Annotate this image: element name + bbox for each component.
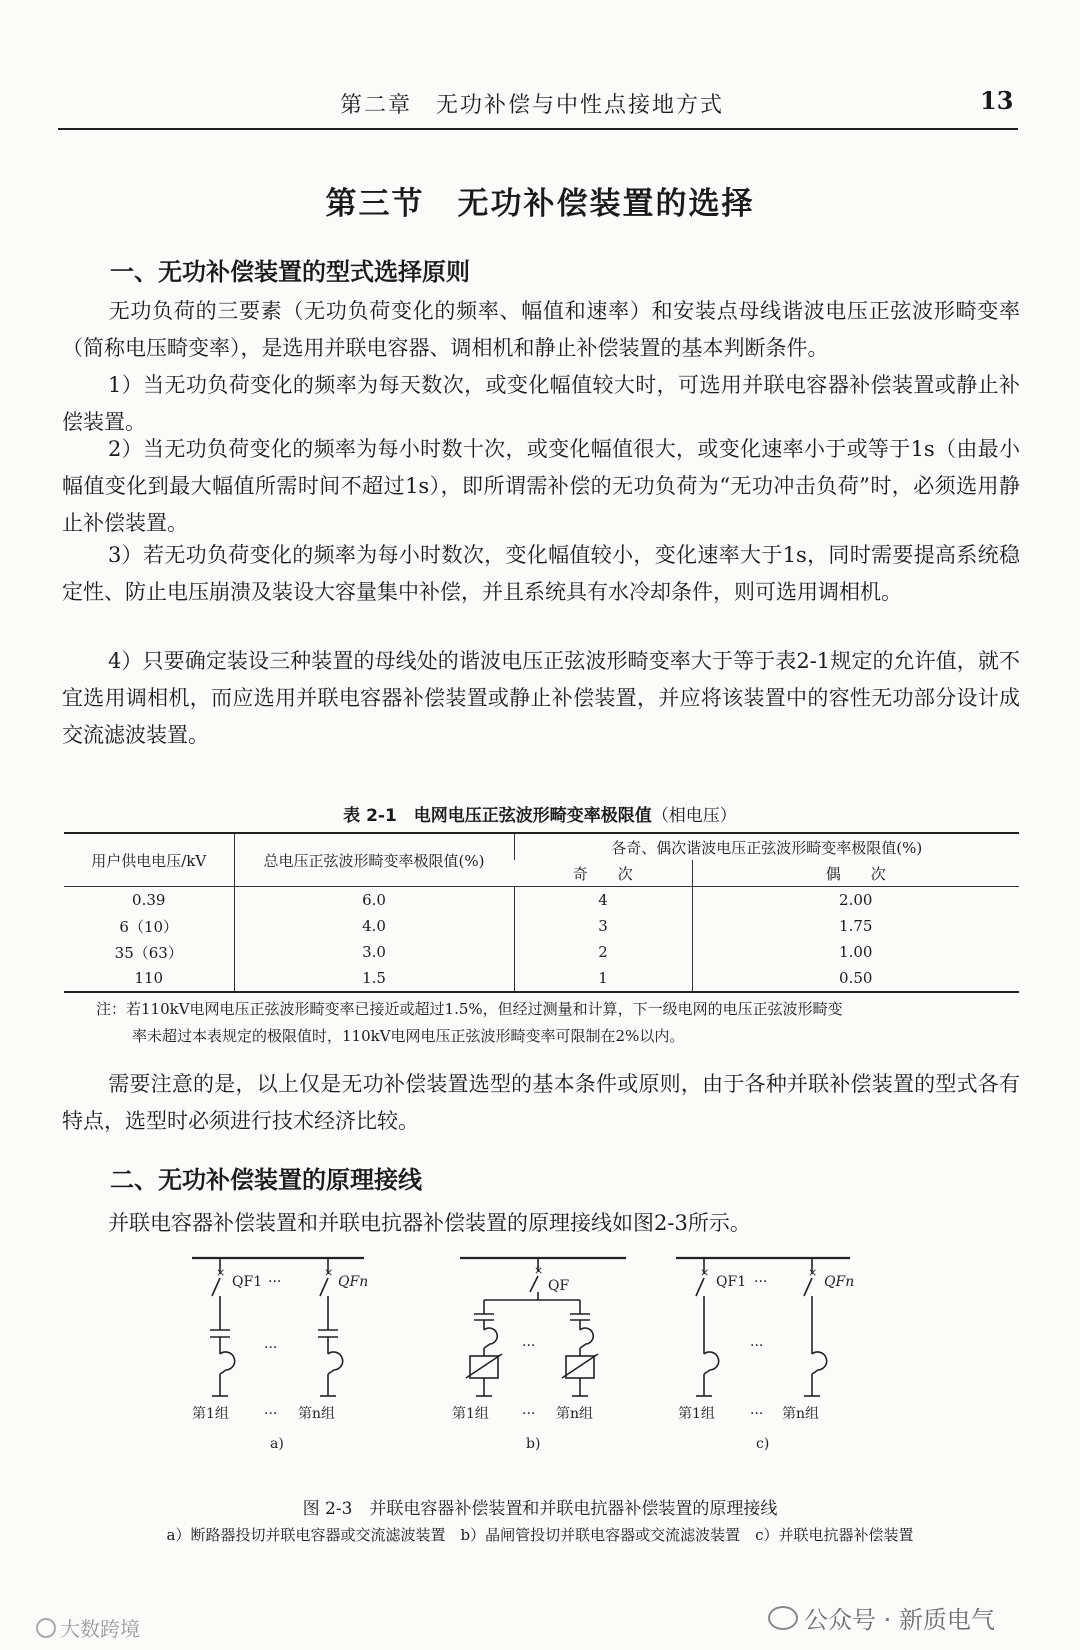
watermark-left-text: 大数跨境 <box>60 1617 140 1641</box>
paragraph-after-table <box>62 1066 1020 1140</box>
label-group1-b: 第1组 <box>452 1406 489 1422</box>
cell-voltage: 0.39 <box>132 891 166 909</box>
label-qfn-a: QFn <box>338 1274 369 1290</box>
paragraph-intro <box>62 293 1020 367</box>
watermark-logo-icon <box>36 1618 56 1638</box>
wiring-diagram <box>60 1250 1020 1490</box>
label-c: c) <box>756 1436 770 1452</box>
paragraph-figure-intro <box>62 1205 1020 1242</box>
label-a: a) <box>270 1436 284 1452</box>
cell-even: 1.75 <box>692 913 1019 939</box>
cell-total: 3.0 <box>234 939 514 965</box>
cell-voltage: 35（63） <box>114 943 183 962</box>
label-b: b) <box>526 1436 541 1452</box>
cell-voltage: 110 <box>64 965 234 992</box>
paragraph-item-2-text: 2）当无功负荷变化的频率为每小时数十次，或变化幅值很大，或变化速率小于或等于1s（由最小幅值变化到最大幅值所需时间不超过1s），即所谓需补偿的无功负荷为“无功冲击负荷”时，必须选用静止补偿装置。 <box>62 437 1020 535</box>
table-caption-paren: （相电压） <box>651 806 737 826</box>
svg-text:×: × <box>808 1266 818 1279</box>
label-qfn-c: QFn <box>824 1274 855 1290</box>
dots-a-mid: ··· <box>264 1340 278 1356</box>
cell-total: 1.5 <box>234 965 514 992</box>
diagram-b <box>452 1258 626 1452</box>
label-qf1-a: QF1 <box>232 1274 263 1290</box>
paragraph-item-1-text: 1）当无功负荷变化的频率为每天数次，或变化幅值较大时，可选用并联电容器补偿装置或静止补偿装置。 <box>62 373 1020 434</box>
cell-odd: 3 <box>514 913 692 939</box>
dots-c-bottom: ··· <box>750 1406 764 1422</box>
paragraph-item-3 <box>62 537 1020 611</box>
svg-text:×: × <box>700 1266 710 1279</box>
dots-a-bottom: ··· <box>264 1406 278 1422</box>
watermark-left <box>36 1613 140 1642</box>
dots-c-top: ··· <box>754 1274 768 1290</box>
header-rule <box>58 128 1018 130</box>
diagram-a <box>192 1258 368 1452</box>
table-row <box>64 939 1019 965</box>
col-header-odd-even: 各奇、偶次谐波电压正弦波形畸变率极限值(%) <box>514 833 1019 860</box>
cell-even: 1.00 <box>692 939 1019 965</box>
cell-total: 6.0 <box>234 887 514 914</box>
paragraph-figure-intro-text: 并联电容器补偿装置和并联电抗器补偿装置的原理接线如图2-3所示。 <box>108 1211 751 1235</box>
heading-selection-principles: 一、无功补偿装置的型式选择原则 <box>110 258 470 286</box>
paragraph-item-2 <box>62 431 1020 542</box>
running-header-title: 第二章 无功补偿与中性点接地方式 <box>340 93 725 118</box>
dots-a-top: ··· <box>268 1274 282 1290</box>
table-note <box>96 996 1021 1050</box>
label-groupn-b: 第n组 <box>556 1406 594 1422</box>
cell-odd: 4 <box>514 887 692 914</box>
table-row <box>64 913 1019 939</box>
table-row <box>64 965 1019 992</box>
table-note-line-1: 注：若110kV电网电压正弦波形畸变率已接近或超过1.5%，但经过测量和计算，下一级电网的电压正弦波形畸变 <box>96 1000 843 1018</box>
paragraph-after-table-text: 需要注意的是，以上仅是无功补偿装置选型的基本条件或原则，由于各种并联补偿装置的型式各有特点，选型时必须进行技术经济比较。 <box>62 1072 1020 1133</box>
dots-b-mid: ··· <box>522 1338 536 1354</box>
figure-caption: 图 2-3 并联电容器补偿装置和并联电抗器补偿装置的原理接线 <box>302 1499 778 1519</box>
label-qf-b: QF <box>548 1278 570 1294</box>
paragraph-item-4 <box>62 643 1020 754</box>
svg-text:×: × <box>534 1264 544 1277</box>
label-groupn-a: 第n组 <box>298 1406 336 1422</box>
paragraph-item-1 <box>62 367 1020 441</box>
dots-c-mid: ··· <box>750 1338 764 1354</box>
label-groupn-c: 第n组 <box>782 1406 820 1422</box>
cell-voltage: 6（10） <box>119 917 179 936</box>
col-header-total: 总电压正弦波形畸变率极限值(%) <box>234 833 514 887</box>
label-qf1-c: QF1 <box>716 1274 747 1290</box>
dots-b-bottom: ··· <box>522 1406 536 1422</box>
col-header-even: 偶 次 <box>692 860 1019 887</box>
distortion-limit-table <box>64 832 1019 993</box>
col-header-voltage: 用户供电电压/kV <box>64 833 234 887</box>
cell-odd: 2 <box>514 939 692 965</box>
wechat-icon <box>768 1606 798 1630</box>
cell-total: 4.0 <box>234 913 514 939</box>
table-caption <box>0 801 1080 826</box>
diagram-c <box>676 1258 854 1452</box>
svg-text:×: × <box>216 1266 226 1279</box>
svg-text:×: × <box>324 1266 334 1279</box>
col-header-odd: 奇 次 <box>514 860 692 887</box>
table-caption-main: 表 2-1 电网电压正弦波形畸变率极限值 <box>343 806 652 826</box>
heading-principle-wiring: 二、无功补偿装置的原理接线 <box>110 1166 422 1194</box>
watermark-right-text: 公众号 · 新质电气 <box>804 1606 995 1634</box>
section-title: 第三节 无功补偿装置的选择 <box>325 186 755 222</box>
cell-even: 0.50 <box>692 965 1019 992</box>
label-group1-c: 第1组 <box>678 1406 715 1422</box>
table-row <box>64 887 1019 914</box>
label-group1-a: 第1组 <box>192 1406 229 1422</box>
figure-subcaption: a）断路器投切并联电容器或交流滤波装置 b）晶闸管投切并联电容器或交流滤波装置 c）并联电抗器补偿装置 <box>166 1526 914 1544</box>
paragraph-item-4-text: 4）只要确定装设三种装置的母线处的谐波电压正弦波形畸变率大于等于表2-1规定的允许值，就不宜选用调相机，而应选用并联电容器补偿装置或静止补偿装置，并应将该装置中的容性无功部分设计成交流滤波装置。 <box>62 649 1020 747</box>
cell-even: 2.00 <box>692 887 1019 914</box>
page-number: 13 <box>980 86 1014 115</box>
cell-odd: 1 <box>514 965 692 992</box>
table-note-line-2: 率未超过本表规定的极限值时，110kV电网电压正弦波形畸变率可限制在2%以内。 <box>132 1027 685 1045</box>
paragraph-item-3-text: 3）若无功负荷变化的频率为每小时数次，变化幅值较小，变化速率大于1s，同时需要提高系统稳定性、防止电压崩溃及装设大容量集中补偿，并且系统具有水冷却条件，则可选用调相机。 <box>62 543 1020 604</box>
paragraph-intro-text: 无功负荷的三要素（无功负荷变化的频率、幅值和速率）和安装点母线谐波电压正弦波形畸变率（简称电压畸变率），是选用并联电容器、调相机和静止补偿装置的基本判断条件。 <box>62 299 1020 360</box>
watermark-wechat <box>768 1600 995 1635</box>
